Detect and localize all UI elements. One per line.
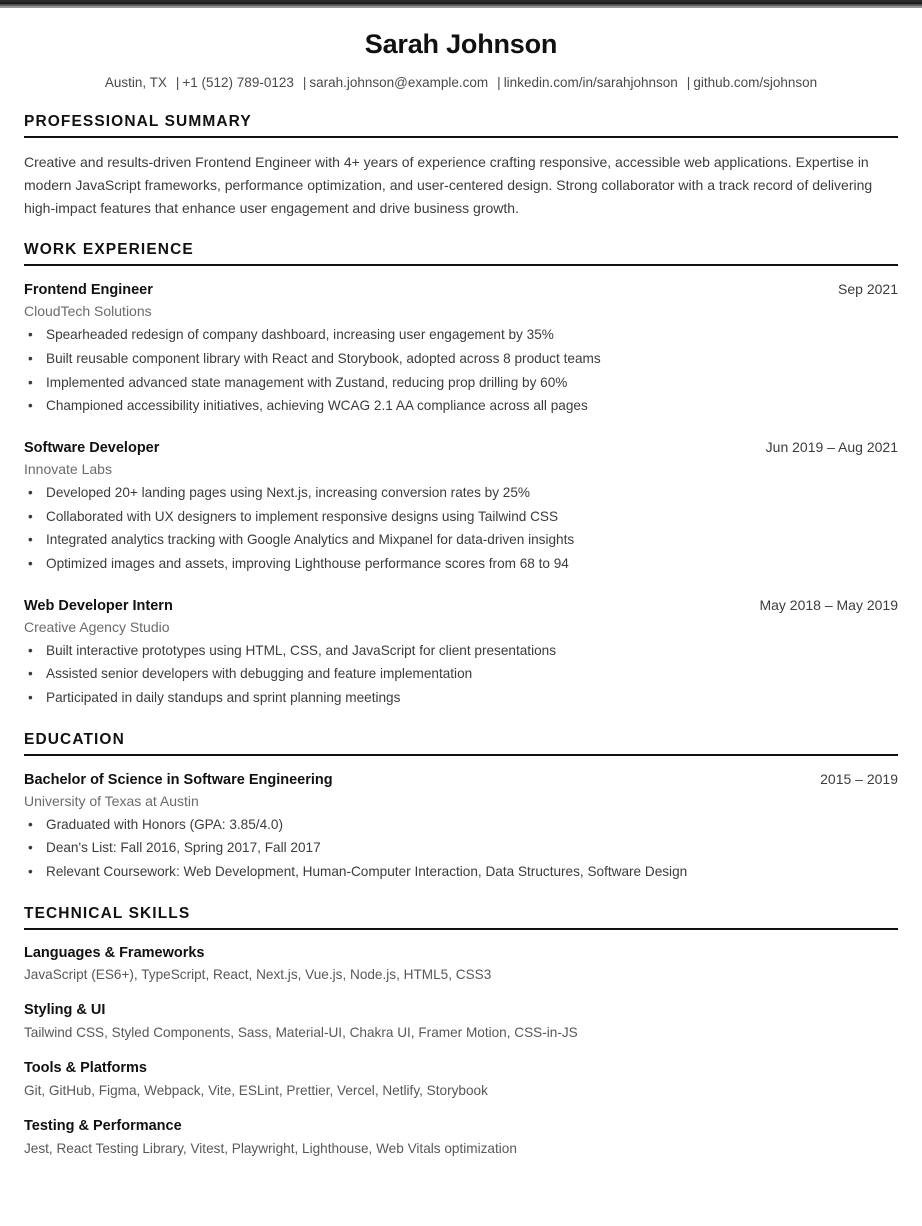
bullet-icon: • xyxy=(28,840,33,856)
job-bullet xyxy=(24,483,898,504)
job-bullet xyxy=(24,530,898,551)
job-bullet xyxy=(24,554,898,575)
section-education xyxy=(24,731,898,883)
job-bullet-text: Developed 20+ landing pages using Next.js, increasing conversion rates by 25% xyxy=(46,484,531,500)
contact-separator: | xyxy=(302,74,307,90)
skill-group xyxy=(24,1000,898,1043)
job-bullet xyxy=(24,325,898,346)
job-dates: May 2018 – May 2019 xyxy=(759,596,898,613)
job-bullet-text: Participated in daily standups and sprint planning meetings xyxy=(46,689,401,705)
bullet-icon: • xyxy=(28,374,33,390)
job-bullet-text: Integrated analytics tracking with Google Analytics and Mixpanel for data-driven insights xyxy=(46,532,575,548)
job-title: Software Developer xyxy=(24,439,160,456)
company-name: CloudTech Solutions xyxy=(24,303,152,320)
job-bullet xyxy=(24,373,898,394)
experience-entry xyxy=(24,595,898,709)
experience-entry xyxy=(24,437,898,575)
experience-entry-header xyxy=(24,595,898,617)
job-title: Frontend Engineer xyxy=(24,282,153,299)
section-divider xyxy=(24,928,898,930)
contact-linkedin[interactable]: linkedin.com/in/sarahjohnson xyxy=(503,74,678,90)
contact-location: Austin, TX xyxy=(104,74,167,90)
skill-group xyxy=(24,1116,898,1159)
section-professional-summary xyxy=(24,113,898,219)
bullet-icon: • xyxy=(28,555,33,571)
education-bullet-text: Dean's List: Fall 2016, Spring 2017, Fall 2017 xyxy=(46,840,321,856)
section-heading-skills: TECHNICAL SKILLS xyxy=(24,904,191,922)
section-heading-experience: WORK EXPERIENCE xyxy=(24,241,194,259)
job-bullet-text: Built reusable component library with React and Storybook, adopted across 8 product teams xyxy=(46,350,601,366)
contact-github[interactable]: github.com/sjohnson xyxy=(693,74,818,90)
bullet-icon: • xyxy=(28,689,33,705)
education-entry xyxy=(24,769,898,883)
bullet-icon: • xyxy=(28,642,33,658)
education-bullet xyxy=(24,838,898,859)
job-bullet-text: Implemented advanced state management with Zustand, reducing prop drilling by 60% xyxy=(46,374,568,390)
job-dates: Sep 2021 xyxy=(838,281,898,298)
skill-group-values: JavaScript (ES6+), TypeScript, React, Next.js, Vue.js, Node.js, HTML5, CSS3 xyxy=(24,967,492,983)
experience-entry-header xyxy=(24,437,898,459)
skill-group-label: Testing & Performance xyxy=(24,1117,182,1134)
skill-group xyxy=(24,943,898,986)
education-bullet-text: Graduated with Honors (GPA: 3.85/4.0) xyxy=(46,816,284,832)
contact-separator: | xyxy=(175,74,180,90)
summary-body xyxy=(24,151,898,219)
contact-phone: +1 (512) 789-0123 xyxy=(182,74,294,90)
section-divider xyxy=(24,264,898,266)
job-bullet xyxy=(24,688,898,709)
job-bullet-list xyxy=(24,641,898,709)
education-entry-header xyxy=(24,769,898,791)
section-technical-skills xyxy=(24,905,898,1159)
contact-separator: | xyxy=(497,74,501,90)
education-bullet xyxy=(24,815,898,836)
skill-group-label: Tools & Platforms xyxy=(24,1060,147,1077)
skill-group-values: Git, GitHub, Figma, Webpack, Vite, ESLint, Prettier, Vercel, Netlify, Storybook xyxy=(24,1082,488,1098)
job-bullet xyxy=(24,349,898,370)
job-bullet xyxy=(24,396,898,417)
section-divider xyxy=(24,754,898,756)
resume-header xyxy=(24,8,898,91)
job-bullet xyxy=(24,507,898,528)
job-bullet-text: Optimized images and assets, improving Lighthouse performance scores from 68 to 94 xyxy=(46,555,569,571)
section-work-experience xyxy=(24,241,898,708)
job-bullet-text: Collaborated with UX designers to implement responsive designs using Tailwind CSS xyxy=(46,508,559,524)
section-divider xyxy=(24,136,898,138)
bullet-icon: • xyxy=(28,350,33,366)
degree-title: Bachelor of Science in Software Engineering xyxy=(24,771,333,788)
candidate-name: Sarah Johnson xyxy=(364,29,558,59)
bullet-icon: • xyxy=(28,532,33,548)
education-dates: 2015 – 2019 xyxy=(820,770,898,787)
job-bullet xyxy=(24,664,898,685)
education-bullet-list xyxy=(24,815,898,883)
job-title: Web Developer Intern xyxy=(24,597,173,614)
education-bullet xyxy=(24,862,898,883)
bullet-icon: • xyxy=(28,398,33,414)
experience-entry xyxy=(24,279,898,417)
skill-group-label: Languages & Frameworks xyxy=(24,944,205,961)
bullet-icon: • xyxy=(28,484,33,500)
summary-text: Creative and results-driven Frontend Engineer with 4+ years of experience crafting responsive, accessible web applications. Expertise in modern JavaScript frameworks, performance optimization, and user-centered design. Strong collaborator with a track record of delivering high-impact features that enhance user engagement and drive business growth. xyxy=(24,154,873,216)
job-bullet-list xyxy=(24,483,898,575)
contact-line xyxy=(24,74,898,92)
job-bullet-text: Built interactive prototypes using HTML, CSS, and JavaScript for client presentations xyxy=(46,642,557,658)
section-heading-education: EDUCATION xyxy=(24,730,125,748)
section-heading-summary: PROFESSIONAL SUMMARY xyxy=(24,113,252,131)
resume-page xyxy=(0,8,922,1159)
job-bullet-text: Spearheaded redesign of company dashboard, increasing user engagement by 35% xyxy=(46,327,554,343)
skill-group-values: Jest, React Testing Library, Vitest, Playwright, Lighthouse, Web Vitals optimization xyxy=(24,1140,517,1156)
company-name: Innovate Labs xyxy=(24,460,112,477)
school-name: University of Texas at Austin xyxy=(24,792,199,809)
contact-separator: | xyxy=(686,74,691,90)
education-bullet-text: Relevant Coursework: Web Development, Human-Computer Interaction, Data Structures, Software Design xyxy=(46,863,688,879)
bullet-icon: • xyxy=(28,327,33,343)
skill-group-label: Styling & UI xyxy=(24,1002,106,1019)
bullet-icon: • xyxy=(28,666,33,682)
experience-entry-header xyxy=(24,279,898,301)
job-bullet-text: Championed accessibility initiatives, achieving WCAG 2.1 AA compliance across all pages xyxy=(46,398,588,414)
job-bullet xyxy=(24,641,898,662)
contact-email[interactable]: sarah.johnson@example.com xyxy=(309,74,489,90)
job-bullet-list xyxy=(24,325,898,417)
skill-group-values: Tailwind CSS, Styled Components, Sass, Material-UI, Chakra UI, Framer Motion, CSS-in-JS xyxy=(24,1025,578,1041)
window-chrome-bar xyxy=(0,0,922,8)
skill-group xyxy=(24,1058,898,1101)
company-name: Creative Agency Studio xyxy=(24,618,170,635)
job-bullet-text: Assisted senior developers with debugging and feature implementation xyxy=(46,666,473,682)
bullet-icon: • xyxy=(28,508,33,524)
bullet-icon: • xyxy=(28,816,33,832)
job-dates: Jun 2019 – Aug 2021 xyxy=(765,438,898,455)
bullet-icon: • xyxy=(28,863,33,879)
